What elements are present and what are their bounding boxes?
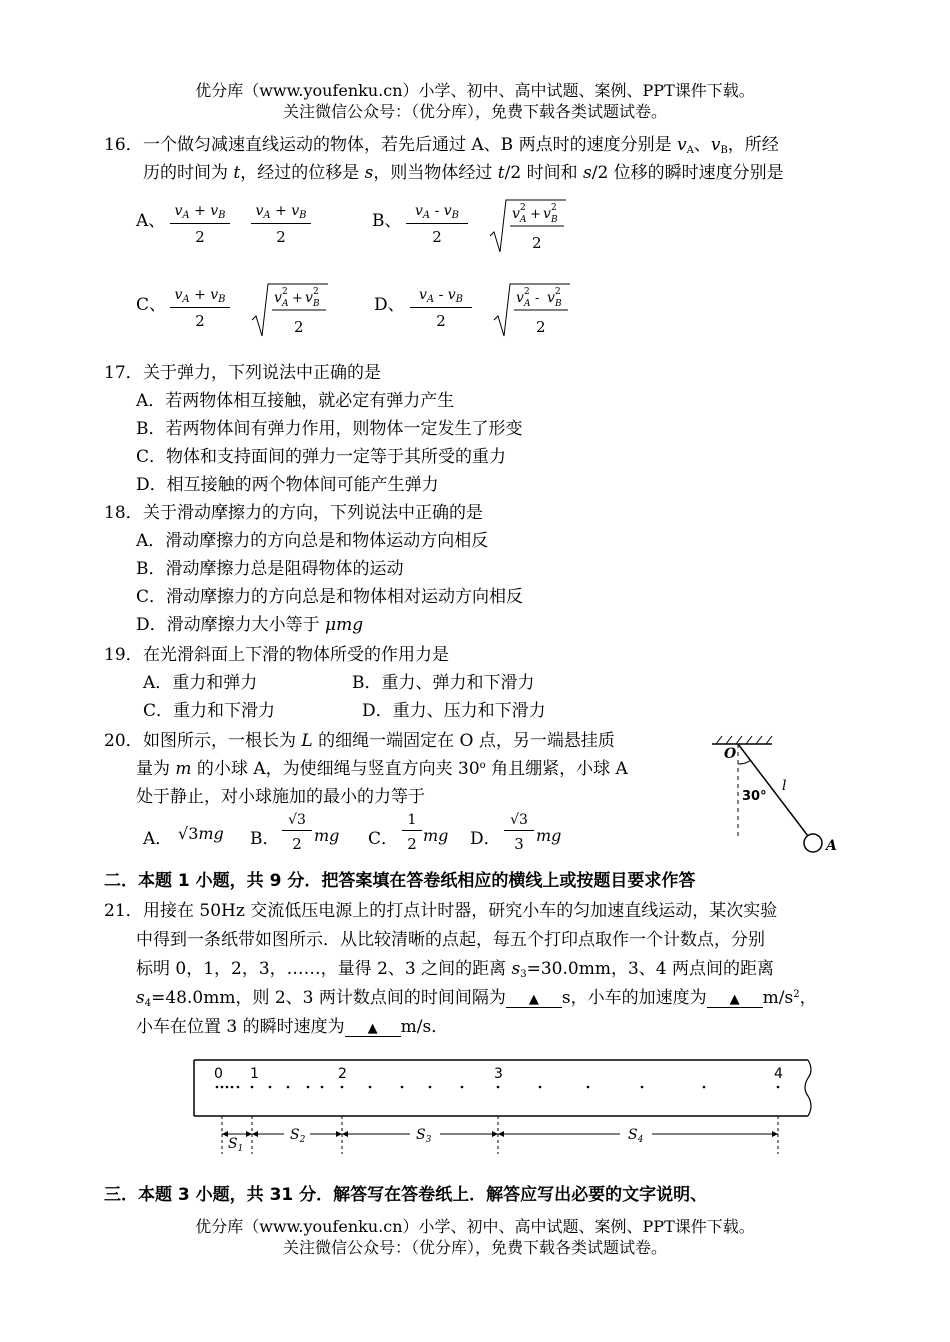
- pendulum-figure: [700, 730, 850, 860]
- tape-s2: $S_2$: [290, 1127, 306, 1145]
- q21-number: 21．: [104, 901, 143, 921]
- svg-text:v: v: [512, 206, 520, 222]
- q17-option-c: C．物体和支持面间的弹力一定等于其所受的重力: [136, 447, 507, 467]
- q19-number: 19．: [104, 645, 143, 665]
- q16-option-d-label: D、: [374, 295, 405, 315]
- q20-number: 20．: [104, 731, 143, 751]
- svg-text:+: +: [530, 207, 541, 222]
- svg-text:v: v: [305, 290, 313, 306]
- q19-stem: 在光滑斜面上下滑的物体所受的作用力是: [143, 645, 449, 665]
- q16-number: 16．: [104, 135, 143, 155]
- q17-option-d: D．相互接触的两个物体间可能产生弹力: [136, 475, 439, 495]
- q16-a-frac-1: $\frac{v_A + v_B}{2}$: [170, 203, 230, 246]
- fig-label-a: A: [826, 838, 837, 854]
- svg-text:v: v: [274, 290, 282, 306]
- q21-line3: 标明 0，1，2，3，……，量得 2、3 之间的距离 $s_3=30.0mm$，3、4 两点间的距离: [136, 959, 774, 980]
- q19-option-d: D．重力、压力和下滑力: [362, 701, 546, 721]
- q16-b-frac-1: $\frac{v_A - v_B}{2}$: [406, 203, 468, 246]
- q19-option-a: A．重力和弹力: [143, 673, 258, 693]
- q20-option-d-label: D．: [470, 829, 501, 849]
- q20-line3: 处于静止，对小球施加的最小的力等于: [136, 787, 425, 807]
- tape-label-0: 0: [214, 1066, 223, 1082]
- q19-option-c: C．重力和下滑力: [143, 701, 276, 721]
- header-line-2: 关注微信公众号：（优分库），免费下载各类试题试卷。: [282, 102, 667, 121]
- svg-text:A: A: [282, 299, 289, 309]
- q21-line5: 小车在位置 3 的瞬时速度为 ▲ m/s．: [136, 1017, 449, 1037]
- svg-text:2: 2: [294, 318, 304, 336]
- q21-line1: 用接在 50Hz 交流低压电源上的打点计时器，研究小车的匀加速直线运动，某次实验: [143, 901, 778, 921]
- section-2-title: 二．本题 1 小题，共 9 分．把答案填在答卷纸相应的横线上或按题目要求作答: [104, 871, 696, 891]
- svg-text:2: 2: [282, 287, 288, 297]
- q17-stem: 关于弹力，下列说法中正确的是: [143, 363, 381, 383]
- svg-text:2: 2: [555, 287, 561, 297]
- svg-text:+: +: [292, 291, 303, 306]
- svg-text:B: B: [555, 299, 562, 309]
- tape-label-1: 1: [250, 1066, 259, 1082]
- q16-c-sqrt: [250, 280, 330, 340]
- fig-label-o: O: [724, 746, 737, 762]
- q20-option-a-value: √3mg: [178, 824, 224, 843]
- q20-option-d-mg: mg: [536, 826, 562, 845]
- q16-option-b-label: B、: [372, 211, 402, 231]
- q16-c-frac-1: $\frac{v_A + v_B}{2}$: [170, 287, 230, 330]
- q18-stem: 关于滑动摩擦力的方向，下列说法中正确的是: [143, 503, 483, 523]
- q21-line2: 中得到一条纸带如图所示．从比较清晰的点起，每五个打印点取作一个计数点，分别: [136, 930, 765, 950]
- q16-a-frac-2: $\frac{v_A + v_B}{2}$: [251, 203, 311, 246]
- q20-option-c-label: C．: [368, 829, 399, 849]
- svg-text:A: A: [520, 215, 527, 225]
- tape-s1: $S_1$: [228, 1136, 244, 1154]
- svg-text:2: 2: [532, 234, 542, 252]
- q16-line1: 一个做匀减速直线运动的物体，若先后通过 A、B 两点时的速度分别是 $v_A$、$v_B$，所经: [143, 135, 779, 156]
- tape-s4: $S_4$: [628, 1127, 644, 1145]
- q20-option-b-mg: mg: [314, 826, 340, 845]
- section-3-title: 三．本题 3 小题，共 31 分．解答写在答卷纸上．解答应写出必要的文字说明、: [104, 1185, 708, 1205]
- svg-text:A: A: [524, 299, 531, 309]
- q18-number: 18．: [104, 503, 143, 523]
- q16-line2: 历的时间为 t，经过的位移是 s，则当物体经过 t/2 时间和 s/2 位移的瞬时速度分别是: [143, 163, 784, 183]
- fig-label-l: l: [782, 778, 787, 794]
- tape-s3: $S_3$: [416, 1127, 432, 1145]
- q21-line4: $s_4=48.0mm$，则 2、3 两计数点间的时间间隔为 ▲ s，小车的加速度为 ▲ $m/s^2$，: [136, 988, 817, 1009]
- q16-b-sqrt: [488, 196, 568, 256]
- fig-label-angle: 30°: [742, 789, 767, 804]
- tape-label-3: 3: [494, 1066, 503, 1082]
- q16-option-c-label: C、: [136, 295, 167, 315]
- q16-d-sqrt: [492, 280, 572, 340]
- blank-acceleration[interactable]: ▲: [707, 992, 763, 1008]
- q17-option-a: A．若两物体相互接触，就必定有弹力产生: [136, 391, 455, 411]
- svg-text:v: v: [516, 290, 524, 306]
- q17-number: 17．: [104, 363, 143, 383]
- svg-text:2: 2: [520, 203, 526, 213]
- q20-line1: 如图所示，一根长为 L 的细绳一端固定在 O 点，另一端悬挂质: [143, 731, 615, 751]
- q20-line2: 量为 m 的小球 A，为使细绳与竖直方向夹 30$^o$ 角且绷紧，小球 A: [136, 759, 628, 779]
- svg-text:v: v: [547, 290, 555, 306]
- tape-label-2: 2: [338, 1066, 347, 1082]
- svg-text:2: 2: [313, 287, 319, 297]
- q17-option-b: B．若两物体间有弹力作用，则物体一定发生了形变: [136, 419, 523, 439]
- q20-option-d-frac: $\frac{√3}{3}$: [504, 812, 534, 853]
- paper-tape-figure: [190, 1056, 830, 1160]
- q18-option-a: A．滑动摩擦力的方向总是和物体运动方向相反: [136, 531, 489, 551]
- q18-option-b: B．滑动摩擦力总是阻碍物体的运动: [136, 559, 404, 579]
- blank-velocity[interactable]: ▲: [345, 1021, 401, 1037]
- q20-option-c-mg: mg: [423, 826, 449, 845]
- svg-text:2: 2: [551, 203, 557, 213]
- svg-text:2: 2: [524, 287, 530, 297]
- svg-text:B: B: [313, 299, 320, 309]
- q18-option-d: D．滑动摩擦力大小等于 μmg: [136, 615, 364, 635]
- svg-text:-: -: [535, 291, 540, 306]
- footer-line-2: 关注微信公众号：（优分库），免费下载各类试题试卷。: [282, 1238, 667, 1257]
- blank-interval[interactable]: ▲: [506, 992, 562, 1008]
- q20-option-a-label: A．: [143, 829, 173, 849]
- svg-text:v: v: [543, 206, 551, 222]
- q16-d-frac-1: $\frac{v_A - v_B}{2}$: [410, 287, 472, 330]
- tape-label-4: 4: [774, 1066, 783, 1082]
- q19-option-b: B．重力、弹力和下滑力: [352, 673, 535, 693]
- q18-option-c: C．滑动摩擦力的方向总是和物体相对运动方向相反: [136, 587, 524, 607]
- svg-text:B: B: [551, 215, 558, 225]
- q16-option-a-label: A、: [136, 211, 166, 231]
- q20-option-b-label: B．: [250, 829, 280, 849]
- header-line-1: 优分库（www.youfenku.cn）小学、初中、高中试题、案例、PPT课件下载。: [195, 81, 755, 100]
- svg-text:2: 2: [536, 318, 546, 336]
- q20-option-b-frac: $\frac{√3}{2}$: [282, 812, 312, 853]
- q20-option-c-frac: $\frac{1}{2}$: [402, 812, 422, 853]
- footer-line-1: 优分库（www.youfenku.cn）小学、初中、高中试题、案例、PPT课件下载。: [195, 1217, 755, 1236]
